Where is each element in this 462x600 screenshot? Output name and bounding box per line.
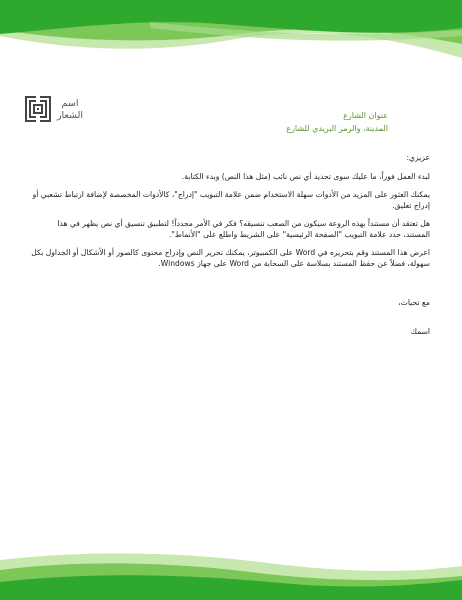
closing: مع تحيات، — [398, 298, 430, 307]
logo-text-line2: الشعار — [56, 110, 84, 121]
paragraph-1: لبدء العمل فوراً، ما عليك سوى تحديد أي نص نائب (مثل هذا النص) وبدء الكتابة. — [181, 172, 430, 181]
street-address: عنوان الشارع — [343, 111, 388, 120]
greeting: عزيزي: — [406, 153, 430, 162]
logo-text-line1: اسم — [61, 98, 79, 109]
logo — [25, 96, 85, 126]
city-postal-code: المدينة، والرمز البريدي للشارع — [286, 124, 388, 133]
sender-address — [128, 109, 388, 135]
paragraph-4: اعرض هذا المستند وقم بتحريره في Word على الكمبيوتر، يمكنك تحرير النص وإدراج محتوى كالصور أو الأشكال أو الجداول بكل سهولة، فضلاً عن حفظ المستند بسلاسة على السحابة من Word على جهاز Windows. — [31, 248, 430, 268]
logo-text — [54, 98, 86, 122]
letter-body — [30, 152, 430, 344]
bottom-wave-banner — [0, 548, 462, 600]
square-spiral-logo-icon — [25, 96, 51, 122]
paragraph-3: هل تعتقد أن مستنداً بهذه الروعة سيكون من الصعب تنسيقه؟ فكر في الأمر مجدداً! لتطبيق تنسيق أي نص يظهر في هذا المستند، حدد علامة التبويب "الصفحة الرئيسية" على الشريط واطلع على "الأنماط". — [57, 219, 430, 239]
signature: اسمك — [410, 327, 430, 336]
top-wave-banner — [0, 0, 462, 62]
paragraph-2: يمكنك العثور على المزيد من الأدوات سهلة الاستخدام ضمن علامة التبويب "إدراج"، كالأدوات المخصصة لإضافة ارتباط تشعبي أو إدراج تعليق. — [32, 190, 430, 210]
